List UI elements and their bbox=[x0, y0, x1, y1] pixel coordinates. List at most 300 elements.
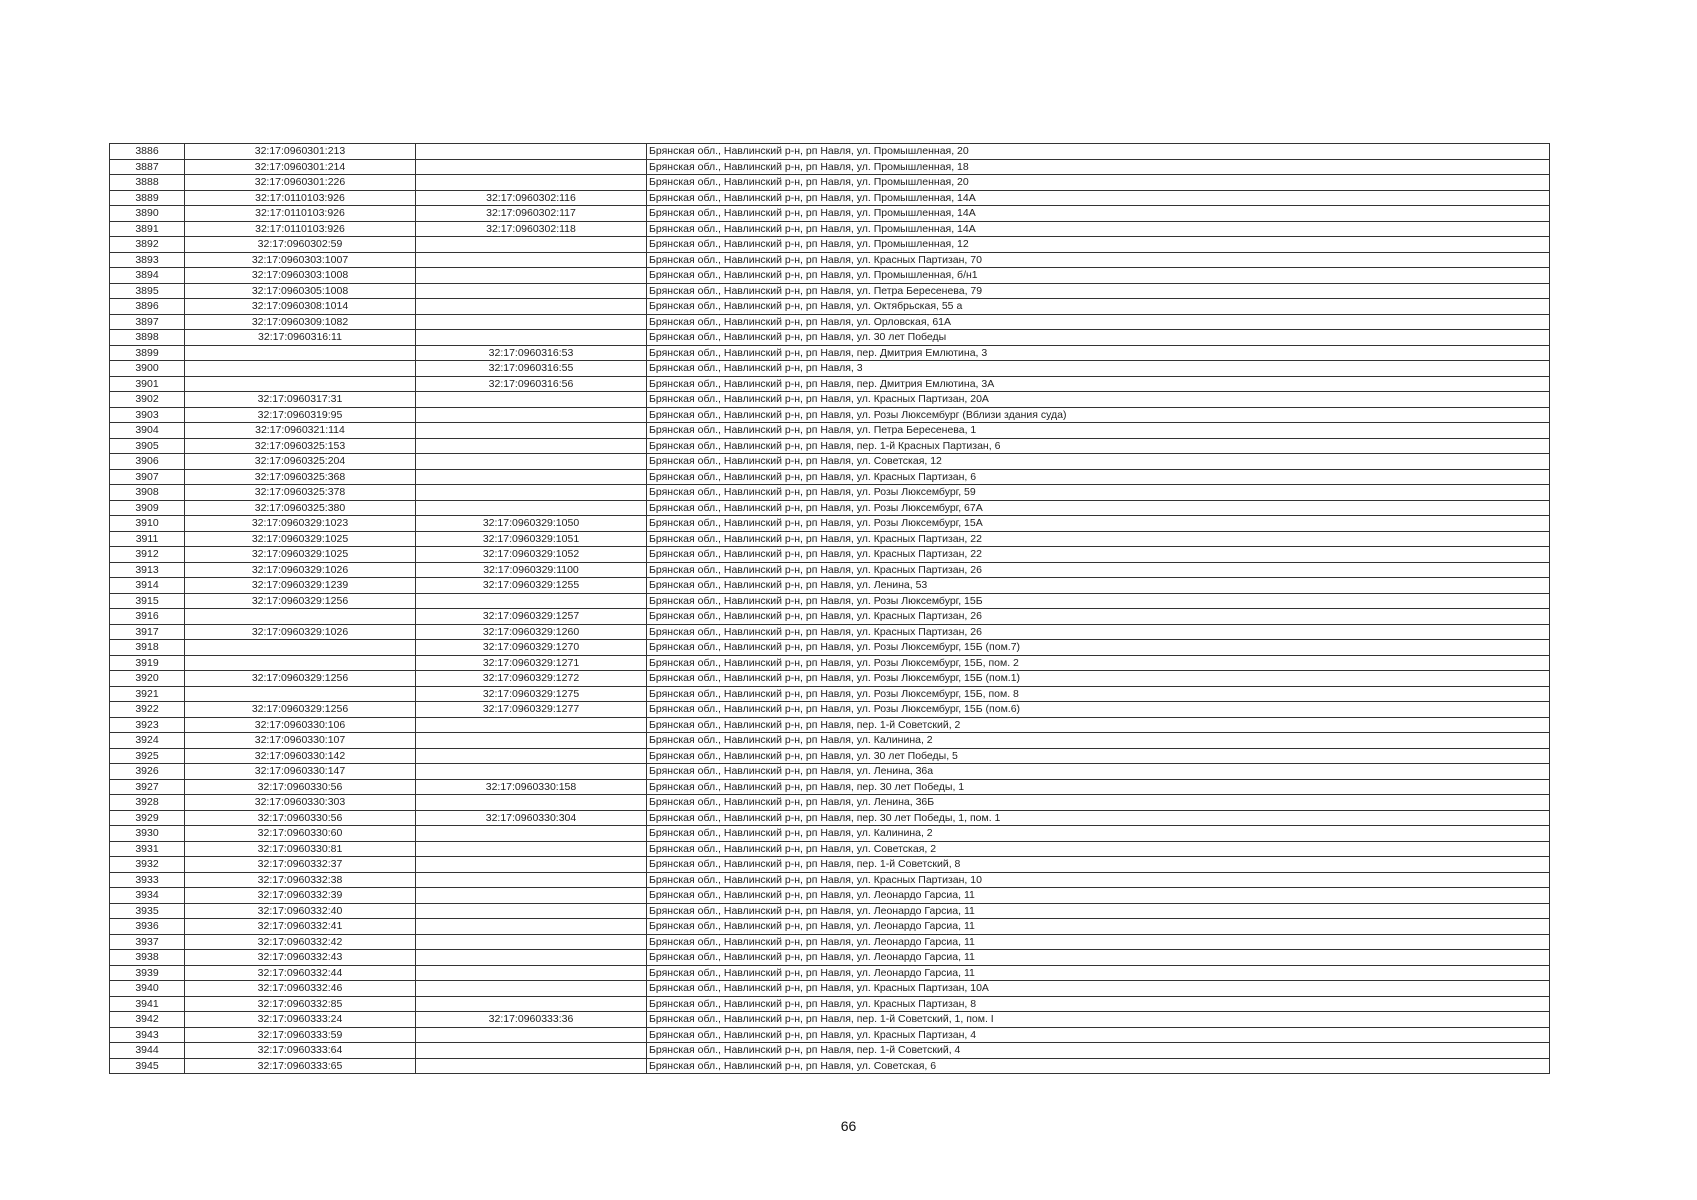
row-number-cell: 3941 bbox=[110, 996, 185, 1012]
row-number-cell: 3918 bbox=[110, 640, 185, 656]
table-row bbox=[110, 640, 1550, 656]
table-row bbox=[110, 237, 1550, 253]
related-cadastral-number-cell bbox=[416, 392, 647, 408]
related-cadastral-number-cell bbox=[416, 485, 647, 501]
cadastral-number-cell: 32:17:0960333:24 bbox=[185, 1012, 416, 1028]
table-row bbox=[110, 190, 1550, 206]
address-cell: Брянская обл., Навлинский р-н, рп Навля, пер. 1-й Красных Партизан, 6 bbox=[647, 438, 1550, 454]
row-number-cell: 3897 bbox=[110, 314, 185, 330]
related-cadastral-number-cell: 32:17:0960329:1052 bbox=[416, 547, 647, 563]
cadastral-number-cell bbox=[185, 686, 416, 702]
address-cell: Брянская обл., Навлинский р-н, рп Навля, ул. Розы Люксембург, 15Б (пом.6) bbox=[647, 702, 1550, 718]
row-number-cell: 3939 bbox=[110, 965, 185, 981]
address-cell: Брянская обл., Навлинский р-н, рп Навля, ул. Красных Партизан, 26 bbox=[647, 562, 1550, 578]
related-cadastral-number-cell: 32:17:0960329:1275 bbox=[416, 686, 647, 702]
address-cell: Брянская обл., Навлинский р-н, рп Навля, пер. Дмитрия Емлютина, 3 bbox=[647, 345, 1550, 361]
cadastral-number-cell: 32:17:0960329:1025 bbox=[185, 531, 416, 547]
cadastral-number-cell: 32:17:0960333:65 bbox=[185, 1058, 416, 1074]
table-row bbox=[110, 330, 1550, 346]
cadastral-number-cell: 32:17:0960332:40 bbox=[185, 903, 416, 919]
table-row bbox=[110, 1058, 1550, 1074]
cadastral-number-cell bbox=[185, 655, 416, 671]
related-cadastral-number-cell: 32:17:0960302:116 bbox=[416, 190, 647, 206]
address-cell: Брянская обл., Навлинский р-н, рп Навля, ул. Красных Партизан, 10А bbox=[647, 981, 1550, 997]
related-cadastral-number-cell bbox=[416, 888, 647, 904]
related-cadastral-number-cell bbox=[416, 934, 647, 950]
row-number-cell: 3938 bbox=[110, 950, 185, 966]
related-cadastral-number-cell: 32:17:0960329:1050 bbox=[416, 516, 647, 532]
table-row bbox=[110, 469, 1550, 485]
row-number-cell: 3933 bbox=[110, 872, 185, 888]
table-row bbox=[110, 345, 1550, 361]
cadastral-number-cell: 32:17:0960329:1026 bbox=[185, 624, 416, 640]
row-number-cell: 3914 bbox=[110, 578, 185, 594]
address-cell: Брянская обл., Навлинский р-н, рп Навля, пер. 1-й Советский, 2 bbox=[647, 717, 1550, 733]
address-cell: Брянская обл., Навлинский р-н, рп Навля, ул. Розы Люксембург (Вблизи здания суда) bbox=[647, 407, 1550, 423]
table-row bbox=[110, 407, 1550, 423]
table-row bbox=[110, 438, 1550, 454]
address-cell: Брянская обл., Навлинский р-н, рп Навля, ул. Промышленная, 14А bbox=[647, 206, 1550, 222]
address-cell: Брянская обл., Навлинский р-н, рп Навля, ул. Промышленная, 20 bbox=[647, 175, 1550, 191]
address-cell: Брянская обл., Навлинский р-н, рп Навля, ул. Красных Партизан, 22 bbox=[647, 547, 1550, 563]
table-row bbox=[110, 485, 1550, 501]
table-row bbox=[110, 872, 1550, 888]
address-cell: Брянская обл., Навлинский р-н, рп Навля, ул. Октябрьская, 55 а bbox=[647, 299, 1550, 315]
row-number-cell: 3887 bbox=[110, 159, 185, 175]
address-cell: Брянская обл., Навлинский р-н, рп Навля, ул. Розы Люксембург, 15Б, пом. 2 bbox=[647, 655, 1550, 671]
table-row bbox=[110, 717, 1550, 733]
table-row bbox=[110, 221, 1550, 237]
related-cadastral-number-cell bbox=[416, 593, 647, 609]
row-number-cell: 3935 bbox=[110, 903, 185, 919]
address-cell: Брянская обл., Навлинский р-н, рп Навля, ул. Розы Люксембург, 15Б (пом.1) bbox=[647, 671, 1550, 687]
address-cell: Брянская обл., Навлинский р-н, рп Навля, ул. Красных Партизан, 70 bbox=[647, 252, 1550, 268]
cadastral-number-cell: 32:17:0960316:11 bbox=[185, 330, 416, 346]
address-cell: Брянская обл., Навлинский р-н, рп Навля, ул. Красных Партизан, 10 bbox=[647, 872, 1550, 888]
address-cell: Брянская обл., Навлинский р-н, рп Навля, ул. Промышленная, 18 bbox=[647, 159, 1550, 175]
related-cadastral-number-cell bbox=[416, 748, 647, 764]
cadastral-number-cell: 32:17:0960330:147 bbox=[185, 764, 416, 780]
cadastral-number-cell: 32:17:0960332:85 bbox=[185, 996, 416, 1012]
row-number-cell: 3907 bbox=[110, 469, 185, 485]
row-number-cell: 3924 bbox=[110, 733, 185, 749]
related-cadastral-number-cell: 32:17:0960330:158 bbox=[416, 779, 647, 795]
cadastral-number-cell: 32:17:0110103:926 bbox=[185, 190, 416, 206]
table-row bbox=[110, 655, 1550, 671]
related-cadastral-number-cell bbox=[416, 764, 647, 780]
cadastral-number-cell: 32:17:0960330:60 bbox=[185, 826, 416, 842]
cadastral-number-cell: 32:17:0960333:64 bbox=[185, 1043, 416, 1059]
cadastral-number-cell: 32:17:0960325:378 bbox=[185, 485, 416, 501]
cadastral-number-cell: 32:17:0960332:41 bbox=[185, 919, 416, 935]
cadastral-number-cell: 32:17:0960332:44 bbox=[185, 965, 416, 981]
cadastral-number-cell bbox=[185, 376, 416, 392]
cadastral-number-cell bbox=[185, 361, 416, 377]
row-number-cell: 3931 bbox=[110, 841, 185, 857]
related-cadastral-number-cell bbox=[416, 423, 647, 439]
related-cadastral-number-cell bbox=[416, 950, 647, 966]
table-body bbox=[110, 144, 1550, 1074]
cadastral-number-cell: 32:17:0960330:81 bbox=[185, 841, 416, 857]
address-cell: Брянская обл., Навлинский р-н, рп Навля, пер. 1-й Советский, 8 bbox=[647, 857, 1550, 873]
related-cadastral-number-cell bbox=[416, 159, 647, 175]
cadastral-number-cell: 32:17:0960332:42 bbox=[185, 934, 416, 950]
address-cell: Брянская обл., Навлинский р-н, рп Навля, пер. 30 лет Победы, 1 bbox=[647, 779, 1550, 795]
row-number-cell: 3913 bbox=[110, 562, 185, 578]
table-row bbox=[110, 888, 1550, 904]
address-cell: Брянская обл., Навлинский р-н, рп Навля, ул. Розы Люксембург, 67А bbox=[647, 500, 1550, 516]
row-number-cell: 3943 bbox=[110, 1027, 185, 1043]
table-row bbox=[110, 733, 1550, 749]
cadastral-number-cell: 32:17:0960330:106 bbox=[185, 717, 416, 733]
row-number-cell: 3901 bbox=[110, 376, 185, 392]
table-row bbox=[110, 283, 1550, 299]
address-cell: Брянская обл., Навлинский р-н, рп Навля, ул. Промышленная, 12 bbox=[647, 237, 1550, 253]
address-cell: Брянская обл., Навлинский р-н, рп Навля, ул. Петра Бересенева, 1 bbox=[647, 423, 1550, 439]
row-number-cell: 3895 bbox=[110, 283, 185, 299]
table-row bbox=[110, 934, 1550, 950]
address-cell: Брянская обл., Навлинский р-н, рп Навля, ул. Промышленная, б/н1 bbox=[647, 268, 1550, 284]
row-number-cell: 3888 bbox=[110, 175, 185, 191]
related-cadastral-number-cell bbox=[416, 1027, 647, 1043]
row-number-cell: 3892 bbox=[110, 237, 185, 253]
address-cell: Брянская обл., Навлинский р-н, рп Навля, ул. Калинина, 2 bbox=[647, 826, 1550, 842]
row-number-cell: 3899 bbox=[110, 345, 185, 361]
cadastral-number-cell: 32:17:0960332:37 bbox=[185, 857, 416, 873]
cadastral-number-cell: 32:17:0960329:1239 bbox=[185, 578, 416, 594]
address-cell: Брянская обл., Навлинский р-н, рп Навля, пер. 1-й Советский, 1, пом. I bbox=[647, 1012, 1550, 1028]
related-cadastral-number-cell bbox=[416, 500, 647, 516]
row-number-cell: 3898 bbox=[110, 330, 185, 346]
table-row bbox=[110, 624, 1550, 640]
address-cell: Брянская обл., Навлинский р-н, рп Навля, ул. Розы Люксембург, 15Б, пом. 8 bbox=[647, 686, 1550, 702]
row-number-cell: 3940 bbox=[110, 981, 185, 997]
cadastral-number-cell: 32:17:0960330:56 bbox=[185, 810, 416, 826]
related-cadastral-number-cell: 32:17:0960329:1270 bbox=[416, 640, 647, 656]
row-number-cell: 3944 bbox=[110, 1043, 185, 1059]
related-cadastral-number-cell: 32:17:0960333:36 bbox=[416, 1012, 647, 1028]
cadastral-number-cell: 32:17:0960329:1256 bbox=[185, 702, 416, 718]
row-number-cell: 3923 bbox=[110, 717, 185, 733]
row-number-cell: 3900 bbox=[110, 361, 185, 377]
row-number-cell: 3893 bbox=[110, 252, 185, 268]
table-row bbox=[110, 361, 1550, 377]
table-row bbox=[110, 965, 1550, 981]
related-cadastral-number-cell: 32:17:0960329:1100 bbox=[416, 562, 647, 578]
related-cadastral-number-cell: 32:17:0960302:118 bbox=[416, 221, 647, 237]
related-cadastral-number-cell bbox=[416, 965, 647, 981]
cadastral-number-cell: 32:17:0960330:303 bbox=[185, 795, 416, 811]
row-number-cell: 3915 bbox=[110, 593, 185, 609]
related-cadastral-number-cell bbox=[416, 454, 647, 470]
address-cell: Брянская обл., Навлинский р-н, рп Навля, ул. 30 лет Победы, 5 bbox=[647, 748, 1550, 764]
cadastral-number-cell: 32:17:0960332:38 bbox=[185, 872, 416, 888]
cadastral-number-cell: 32:17:0960301:213 bbox=[185, 144, 416, 160]
row-number-cell: 3916 bbox=[110, 609, 185, 625]
related-cadastral-number-cell: 32:17:0960329:1271 bbox=[416, 655, 647, 671]
row-number-cell: 3929 bbox=[110, 810, 185, 826]
address-cell: Брянская обл., Навлинский р-н, рп Навля, ул. Ленина, 36а bbox=[647, 764, 1550, 780]
table-row bbox=[110, 252, 1550, 268]
table-row bbox=[110, 671, 1550, 687]
table-row bbox=[110, 206, 1550, 222]
related-cadastral-number-cell: 32:17:0960329:1051 bbox=[416, 531, 647, 547]
cadastral-number-cell: 32:17:0960309:1082 bbox=[185, 314, 416, 330]
row-number-cell: 3926 bbox=[110, 764, 185, 780]
row-number-cell: 3927 bbox=[110, 779, 185, 795]
table-row bbox=[110, 516, 1550, 532]
row-number-cell: 3919 bbox=[110, 655, 185, 671]
related-cadastral-number-cell bbox=[416, 330, 647, 346]
table-row bbox=[110, 981, 1550, 997]
table-row bbox=[110, 547, 1550, 563]
cadastral-number-cell: 32:17:0960330:142 bbox=[185, 748, 416, 764]
table-row bbox=[110, 175, 1550, 191]
table-row bbox=[110, 531, 1550, 547]
cadastral-number-cell: 32:17:0110103:926 bbox=[185, 221, 416, 237]
cadastral-number-cell: 32:17:0960305:1008 bbox=[185, 283, 416, 299]
table-row bbox=[110, 686, 1550, 702]
row-number-cell: 3932 bbox=[110, 857, 185, 873]
related-cadastral-number-cell bbox=[416, 175, 647, 191]
row-number-cell: 3896 bbox=[110, 299, 185, 315]
table-row bbox=[110, 500, 1550, 516]
cadastral-number-cell: 32:17:0960319:95 bbox=[185, 407, 416, 423]
related-cadastral-number-cell: 32:17:0960329:1260 bbox=[416, 624, 647, 640]
address-cell: Брянская обл., Навлинский р-н, рп Навля, ул. Розы Люксембург, 15Б (пом.7) bbox=[647, 640, 1550, 656]
row-number-cell: 3908 bbox=[110, 485, 185, 501]
row-number-cell: 3904 bbox=[110, 423, 185, 439]
row-number-cell: 3930 bbox=[110, 826, 185, 842]
table-row bbox=[110, 159, 1550, 175]
related-cadastral-number-cell bbox=[416, 857, 647, 873]
cadastral-number-cell: 32:17:0960303:1007 bbox=[185, 252, 416, 268]
row-number-cell: 3890 bbox=[110, 206, 185, 222]
related-cadastral-number-cell bbox=[416, 252, 647, 268]
related-cadastral-number-cell bbox=[416, 733, 647, 749]
related-cadastral-number-cell bbox=[416, 841, 647, 857]
row-number-cell: 3905 bbox=[110, 438, 185, 454]
address-cell: Брянская обл., Навлинский р-н, рп Навля, ул. Промышленная, 14А bbox=[647, 221, 1550, 237]
table-row bbox=[110, 578, 1550, 594]
table-row bbox=[110, 996, 1550, 1012]
cadastral-number-cell: 32:17:0960332:46 bbox=[185, 981, 416, 997]
table-row bbox=[110, 1012, 1550, 1028]
cadastral-number-cell: 32:17:0960317:31 bbox=[185, 392, 416, 408]
table-row bbox=[110, 841, 1550, 857]
cadastral-number-cell: 32:17:0960329:1025 bbox=[185, 547, 416, 563]
row-number-cell: 3921 bbox=[110, 686, 185, 702]
related-cadastral-number-cell bbox=[416, 903, 647, 919]
address-cell: Брянская обл., Навлинский р-н, рп Навля, ул. 30 лет Победы bbox=[647, 330, 1550, 346]
address-cell: Брянская обл., Навлинский р-н, рп Навля, ул. Леонардо Гарсиа, 11 bbox=[647, 950, 1550, 966]
related-cadastral-number-cell bbox=[416, 144, 647, 160]
address-cell: Брянская обл., Навлинский р-н, рп Навля, ул. Розы Люксембург, 15А bbox=[647, 516, 1550, 532]
cadastral-number-cell: 32:17:0960330:56 bbox=[185, 779, 416, 795]
related-cadastral-number-cell bbox=[416, 469, 647, 485]
cadastral-number-cell: 32:17:0960329:1026 bbox=[185, 562, 416, 578]
row-number-cell: 3886 bbox=[110, 144, 185, 160]
address-cell: Брянская обл., Навлинский р-н, рп Навля, ул. Промышленная, 20 bbox=[647, 144, 1550, 160]
row-number-cell: 3925 bbox=[110, 748, 185, 764]
table-row bbox=[110, 950, 1550, 966]
table-row bbox=[110, 903, 1550, 919]
address-cell: Брянская обл., Навлинский р-н, рп Навля, ул. Розы Люксембург, 15Б bbox=[647, 593, 1550, 609]
row-number-cell: 3891 bbox=[110, 221, 185, 237]
table-row bbox=[110, 857, 1550, 873]
related-cadastral-number-cell bbox=[416, 795, 647, 811]
cadastral-number-cell: 32:17:0110103:926 bbox=[185, 206, 416, 222]
table-row bbox=[110, 1043, 1550, 1059]
cadastral-number-cell: 32:17:0960321:114 bbox=[185, 423, 416, 439]
table-row bbox=[110, 593, 1550, 609]
cadastral-number-cell: 32:17:0960333:59 bbox=[185, 1027, 416, 1043]
related-cadastral-number-cell: 32:17:0960329:1277 bbox=[416, 702, 647, 718]
cadastral-number-cell: 32:17:0960325:368 bbox=[185, 469, 416, 485]
row-number-cell: 3936 bbox=[110, 919, 185, 935]
table-row bbox=[110, 609, 1550, 625]
table-row bbox=[110, 748, 1550, 764]
cadastral-number-cell: 32:17:0960301:214 bbox=[185, 159, 416, 175]
related-cadastral-number-cell bbox=[416, 872, 647, 888]
related-cadastral-number-cell bbox=[416, 283, 647, 299]
related-cadastral-number-cell bbox=[416, 1058, 647, 1074]
table-row bbox=[110, 779, 1550, 795]
row-number-cell: 3889 bbox=[110, 190, 185, 206]
address-cell: Брянская обл., Навлинский р-н, рп Навля, ул. Красных Партизан, 4 bbox=[647, 1027, 1550, 1043]
related-cadastral-number-cell: 32:17:0960329:1255 bbox=[416, 578, 647, 594]
row-number-cell: 3928 bbox=[110, 795, 185, 811]
row-number-cell: 3942 bbox=[110, 1012, 185, 1028]
related-cadastral-number-cell bbox=[416, 1043, 647, 1059]
address-cell: Брянская обл., Навлинский р-н, рп Навля, пер. Дмитрия Емлютина, 3А bbox=[647, 376, 1550, 392]
row-number-cell: 3917 bbox=[110, 624, 185, 640]
related-cadastral-number-cell: 32:17:0960316:53 bbox=[416, 345, 647, 361]
address-cell: Брянская обл., Навлинский р-н, рп Навля, ул. Орловская, 61А bbox=[647, 314, 1550, 330]
table-row bbox=[110, 810, 1550, 826]
row-number-cell: 3910 bbox=[110, 516, 185, 532]
address-cell: Брянская обл., Навлинский р-н, рп Навля, 3 bbox=[647, 361, 1550, 377]
related-cadastral-number-cell bbox=[416, 717, 647, 733]
address-cell: Брянская обл., Навлинский р-н, рп Навля, ул. Красных Партизан, 8 bbox=[647, 996, 1550, 1012]
row-number-cell: 3902 bbox=[110, 392, 185, 408]
table-row bbox=[110, 562, 1550, 578]
address-cell: Брянская обл., Навлинский р-н, рп Навля, ул. Леонардо Гарсиа, 11 bbox=[647, 934, 1550, 950]
row-number-cell: 3945 bbox=[110, 1058, 185, 1074]
address-cell: Брянская обл., Навлинский р-н, рп Навля, ул. Петра Бересенева, 79 bbox=[647, 283, 1550, 299]
table-row bbox=[110, 1027, 1550, 1043]
related-cadastral-number-cell: 32:17:0960329:1257 bbox=[416, 609, 647, 625]
cadastral-number-cell: 32:17:0960301:226 bbox=[185, 175, 416, 191]
table-row bbox=[110, 392, 1550, 408]
related-cadastral-number-cell bbox=[416, 981, 647, 997]
address-cell: Брянская обл., Навлинский р-н, рп Навля, ул. Леонардо Гарсиа, 11 bbox=[647, 888, 1550, 904]
cadastral-number-cell: 32:17:0960325:380 bbox=[185, 500, 416, 516]
address-cell: Брянская обл., Навлинский р-н, рп Навля, ул. Леонардо Гарсиа, 11 bbox=[647, 903, 1550, 919]
table-row bbox=[110, 454, 1550, 470]
address-cell: Брянская обл., Навлинский р-н, рп Навля, ул. Красных Партизан, 26 bbox=[647, 624, 1550, 640]
related-cadastral-number-cell bbox=[416, 996, 647, 1012]
table-row bbox=[110, 314, 1550, 330]
cadastral-number-cell: 32:17:0960308:1014 bbox=[185, 299, 416, 315]
row-number-cell: 3906 bbox=[110, 454, 185, 470]
cadastral-number-cell: 32:17:0960325:204 bbox=[185, 454, 416, 470]
address-cell: Брянская обл., Навлинский р-н, рп Навля, ул. Красных Партизан, 6 bbox=[647, 469, 1550, 485]
cadastral-number-cell: 32:17:0960329:1256 bbox=[185, 593, 416, 609]
row-number-cell: 3937 bbox=[110, 934, 185, 950]
related-cadastral-number-cell: 32:17:0960302:117 bbox=[416, 206, 647, 222]
address-cell: Брянская обл., Навлинский р-н, рп Навля, ул. Ленина, 36Б bbox=[647, 795, 1550, 811]
address-cell: Брянская обл., Навлинский р-н, рп Навля, ул. Красных Партизан, 22 bbox=[647, 531, 1550, 547]
cadastral-number-cell: 32:17:0960330:107 bbox=[185, 733, 416, 749]
address-cell: Брянская обл., Навлинский р-н, рп Навля, ул. Красных Партизан, 20А bbox=[647, 392, 1550, 408]
address-cell: Брянская обл., Навлинский р-н, рп Навля, ул. Советская, 2 bbox=[647, 841, 1550, 857]
cadastral-number-cell: 32:17:0960303:1008 bbox=[185, 268, 416, 284]
cadastral-number-cell bbox=[185, 609, 416, 625]
related-cadastral-number-cell: 32:17:0960316:56 bbox=[416, 376, 647, 392]
table-row bbox=[110, 268, 1550, 284]
row-number-cell: 3920 bbox=[110, 671, 185, 687]
related-cadastral-number-cell bbox=[416, 268, 647, 284]
table-row bbox=[110, 795, 1550, 811]
address-cell: Брянская обл., Навлинский р-н, рп Навля, ул. Ленина, 53 bbox=[647, 578, 1550, 594]
related-cadastral-number-cell bbox=[416, 438, 647, 454]
address-cell: Брянская обл., Навлинский р-н, рп Навля, ул. Леонардо Гарсиа, 11 bbox=[647, 919, 1550, 935]
table-row bbox=[110, 764, 1550, 780]
address-cell: Брянская обл., Навлинский р-н, рп Навля, пер. 1-й Советский, 4 bbox=[647, 1043, 1550, 1059]
page-number: 66 bbox=[840, 1118, 857, 1134]
cadastral-number-cell bbox=[185, 640, 416, 656]
related-cadastral-number-cell bbox=[416, 314, 647, 330]
address-cell: Брянская обл., Навлинский р-н, рп Навля, ул. Красных Партизан, 26 bbox=[647, 609, 1550, 625]
address-cell: Брянская обл., Навлинский р-н, рп Навля, ул. Промышленная, 14А bbox=[647, 190, 1550, 206]
related-cadastral-number-cell: 32:17:0960330:304 bbox=[416, 810, 647, 826]
related-cadastral-number-cell bbox=[416, 826, 647, 842]
row-number-cell: 3912 bbox=[110, 547, 185, 563]
cadastral-number-cell: 32:17:0960329:1023 bbox=[185, 516, 416, 532]
cadastral-number-cell: 32:17:0960329:1256 bbox=[185, 671, 416, 687]
table-row bbox=[110, 299, 1550, 315]
row-number-cell: 3911 bbox=[110, 531, 185, 547]
related-cadastral-number-cell bbox=[416, 299, 647, 315]
cadastral-number-cell bbox=[185, 345, 416, 361]
cadastral-table bbox=[109, 143, 1550, 1074]
related-cadastral-number-cell bbox=[416, 407, 647, 423]
cadastral-number-cell: 32:17:0960332:43 bbox=[185, 950, 416, 966]
table-row bbox=[110, 423, 1550, 439]
address-cell: Брянская обл., Навлинский р-н, рп Навля, ул. Советская, 6 bbox=[647, 1058, 1550, 1074]
table-row bbox=[110, 376, 1550, 392]
row-number-cell: 3909 bbox=[110, 500, 185, 516]
address-cell: Брянская обл., Навлинский р-н, рп Навля, ул. Калинина, 2 bbox=[647, 733, 1550, 749]
row-number-cell: 3894 bbox=[110, 268, 185, 284]
address-cell: Брянская обл., Навлинский р-н, рп Навля, ул. Советская, 12 bbox=[647, 454, 1550, 470]
cadastral-number-cell: 32:17:0960302:59 bbox=[185, 237, 416, 253]
related-cadastral-number-cell bbox=[416, 919, 647, 935]
address-cell: Брянская обл., Навлинский р-н, рп Навля, пер. 30 лет Победы, 1, пом. 1 bbox=[647, 810, 1550, 826]
row-number-cell: 3934 bbox=[110, 888, 185, 904]
related-cadastral-number-cell: 32:17:0960316:55 bbox=[416, 361, 647, 377]
table-row bbox=[110, 702, 1550, 718]
table-row bbox=[110, 826, 1550, 842]
address-cell: Брянская обл., Навлинский р-н, рп Навля, ул. Леонардо Гарсиа, 11 bbox=[647, 965, 1550, 981]
address-cell: Брянская обл., Навлинский р-н, рп Навля, ул. Розы Люксембург, 59 bbox=[647, 485, 1550, 501]
table-row bbox=[110, 144, 1550, 160]
related-cadastral-number-cell bbox=[416, 237, 647, 253]
table-row bbox=[110, 919, 1550, 935]
related-cadastral-number-cell: 32:17:0960329:1272 bbox=[416, 671, 647, 687]
row-number-cell: 3922 bbox=[110, 702, 185, 718]
